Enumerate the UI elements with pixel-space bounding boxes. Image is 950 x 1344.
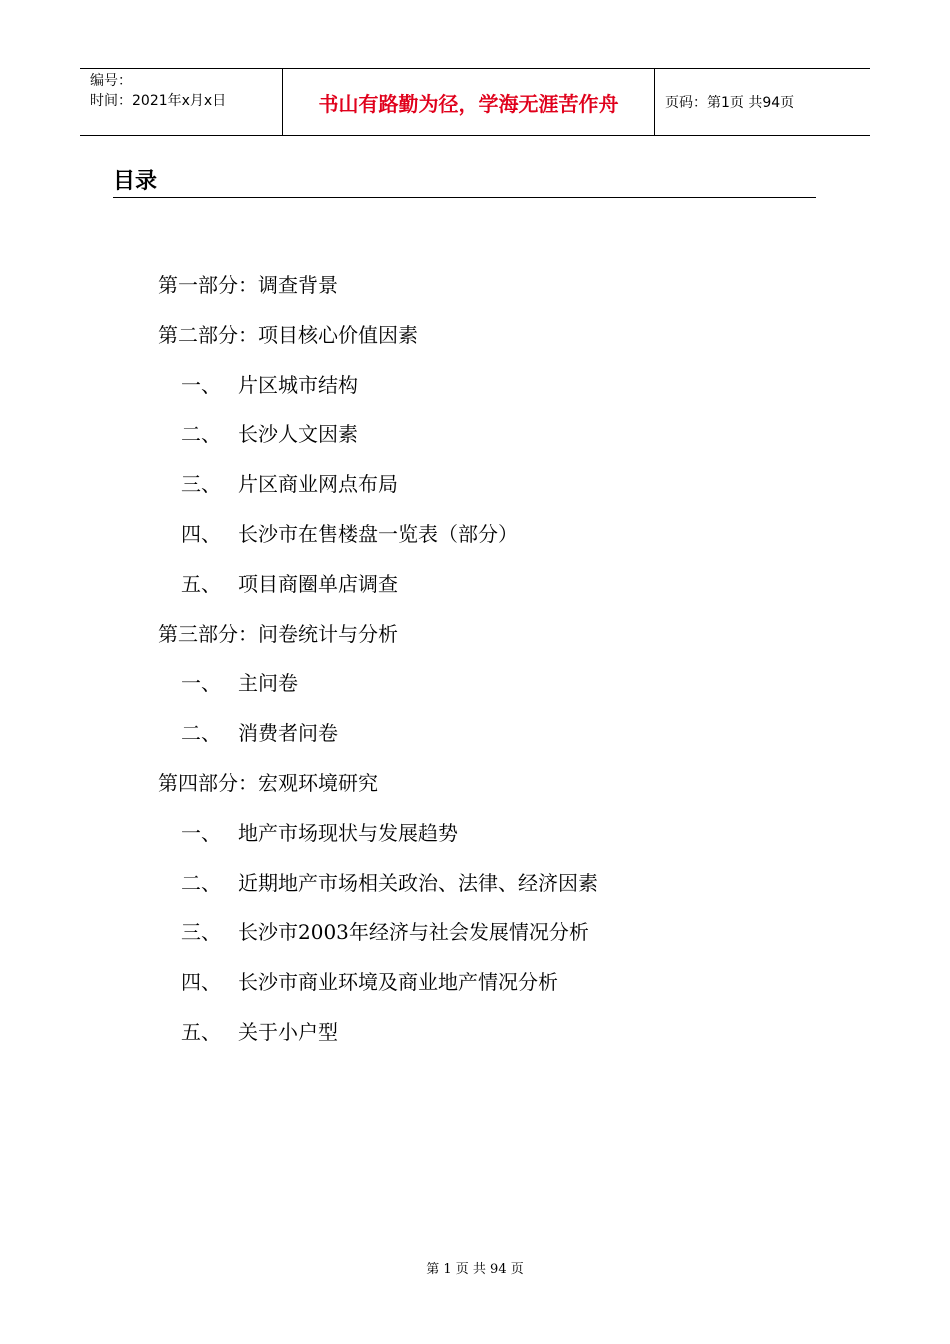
document-date: 时间：2021年x月x日: [90, 93, 227, 109]
header-page-cell: [655, 69, 870, 135]
document-number-label: 编号：: [90, 73, 132, 89]
toc-item-text: 主问卷: [238, 671, 298, 696]
toc-item[interactable]: [158, 764, 598, 814]
toc-item-number: 二、: [181, 721, 221, 746]
toc-item-text: 消费者问卷: [238, 721, 338, 746]
toc-item[interactable]: [158, 913, 598, 963]
toc-item-number: 一、: [181, 671, 221, 696]
header-motto-cell: [282, 69, 655, 135]
toc-item[interactable]: [158, 714, 598, 764]
toc-item[interactable]: [158, 515, 598, 565]
toc-title: 目录: [113, 166, 816, 198]
toc-item-text: 长沙市商业环境及商业地产情况分析: [238, 970, 558, 995]
header-motto: 书山有路勤为径，学海无涯苦作舟: [318, 91, 619, 116]
toc-item-text: 第二部分：项目核心价值因素: [158, 322, 418, 347]
toc-item-text: 长沙市在售楼盘一览表（部分）: [238, 521, 518, 546]
header-page-info: 页码：第1页 共94页: [665, 95, 795, 111]
toc-item-text: 地产市场现状与发展趋势: [238, 820, 458, 845]
toc-item[interactable]: [158, 565, 598, 615]
toc-item-number: 四、: [181, 521, 221, 546]
toc-item[interactable]: [158, 664, 598, 714]
toc-item[interactable]: [158, 266, 598, 316]
toc-item-number: 四、: [181, 970, 221, 995]
toc-item-number: 三、: [181, 472, 221, 497]
toc-item[interactable]: [158, 814, 598, 864]
toc-item[interactable]: [158, 465, 598, 515]
toc-item[interactable]: [158, 615, 598, 665]
toc-item-number: 二、: [181, 422, 221, 447]
toc-item-text: 近期地产市场相关政治、法律、经济因素: [238, 870, 598, 895]
toc-item[interactable]: [158, 864, 598, 914]
toc-item-number: 一、: [181, 372, 221, 397]
header-meta: [80, 69, 282, 135]
toc-item-number: 一、: [181, 820, 221, 845]
toc-item-text: 第四部分：宏观环境研究: [158, 770, 378, 795]
toc-item-text: 片区商业网点布局: [238, 472, 398, 497]
toc-item-text: 关于小户型: [238, 1019, 338, 1044]
toc-item-number: 五、: [181, 571, 221, 596]
toc-item[interactable]: [158, 963, 598, 1013]
toc-item[interactable]: [158, 366, 598, 416]
page-footer: 第 1 页 共 94 页: [426, 1262, 524, 1277]
toc-item-text: 长沙市2003年经济与社会发展情况分析: [238, 920, 589, 945]
toc-item-text: 片区城市结构: [238, 372, 358, 397]
toc-item-number: 五、: [181, 1019, 221, 1044]
toc-item-text: 第一部分：调查背景: [158, 273, 338, 297]
toc-item-number: 二、: [181, 870, 221, 895]
toc-item[interactable]: [158, 1013, 598, 1063]
page-header: [80, 68, 870, 136]
toc-item-text: 第三部分：问卷统计与分析: [158, 621, 398, 646]
toc-item-text: 长沙人文因素: [238, 422, 358, 447]
toc-item[interactable]: [158, 415, 598, 465]
toc-list: [158, 266, 598, 1063]
toc-item[interactable]: [158, 316, 598, 366]
toc-item-text: 项目商圈单店调查: [238, 571, 398, 596]
toc-item-number: 三、: [181, 920, 221, 945]
